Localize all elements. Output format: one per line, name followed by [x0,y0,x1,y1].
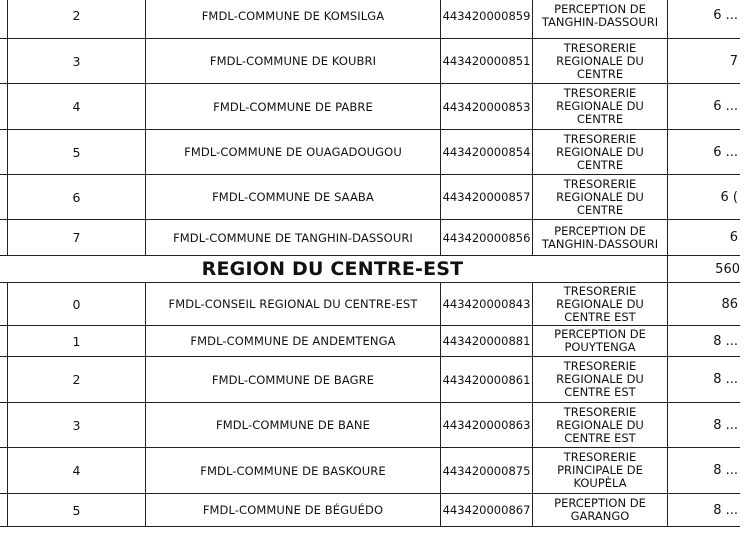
row-number: 4 [8,448,146,494]
bank-office: PERCEPTION DE GARANGO [533,494,668,527]
account-code: 443420000854 [441,130,533,175]
row-number: 1 [8,326,146,357]
account-code: 443420000843 [441,283,533,326]
beneficiary-name: FMDL-COMMUNE DE OUAGADOUGOU [146,130,441,175]
beneficiary-name: FMDL-CONSEIL REGIONAL DU CENTRE-EST [146,283,441,326]
row-number: 4 [8,84,146,130]
account-code: 443420000859 [441,0,533,39]
table-row [0,175,740,220]
row-number: 7 [8,220,146,256]
amount: 6 [668,220,741,256]
table-row [0,0,740,39]
bank-office: TRESORERIE REGIONALE DU CENTRE [533,130,668,175]
bank-office: TRESORERIE REGIONALE DU CENTRE EST [533,357,668,403]
beneficiary-name: FMDL-COMMUNE DE BASKOURE [146,448,441,494]
amount: 6 ... [668,130,741,175]
amount: 6 ... [668,84,741,130]
table-row [0,283,740,326]
account-code: 443420000875 [441,448,533,494]
amount: 8 ... [668,326,741,357]
beneficiary-name: FMDL-COMMUNE DE KOUBRI [146,39,441,84]
beneficiary-name: FMDL-COMMUNE DE SAABA [146,175,441,220]
bank-office: PERCEPTION DE TANGHIN-DASSOURI [533,220,668,256]
bank-office: TRESORERIE PRINCIPALE DE KOUPÈLA [533,448,668,494]
region-amount: 560 [668,256,741,283]
account-code: 443420000857 [441,175,533,220]
bank-office: TRESORERIE REGIONALE DU CENTRE EST [533,283,668,326]
beneficiary-name: FMDL-COMMUNE DE ANDEMTENGA [146,326,441,357]
bank-office: TRESORERIE REGIONALE DU CENTRE EST [533,403,668,448]
table-row [0,357,740,403]
beneficiary-name: FMDL-COMMUNE DE TANGHIN-DASSOURI [146,220,441,256]
account-code: 443420000856 [441,220,533,256]
amount: 86 [668,283,741,326]
beneficiary-name: FMDL-COMMUNE DE PABRE [146,84,441,130]
row-number: 5 [8,130,146,175]
bank-office: PERCEPTION DE POUYTENGA [533,326,668,357]
region-header-row [0,256,740,283]
beneficiary-name: FMDL-COMMUNE DE KOMSILGA [146,0,441,39]
row-number: 0 [8,283,146,326]
table-row [0,448,740,494]
bank-office: TRESORERIE REGIONALE DU CENTRE [533,39,668,84]
account-code: 443420000867 [441,494,533,527]
region-title: REGION DU CENTRE-EST [0,256,668,283]
table-row [0,220,740,256]
bank-office: TRESORERIE REGIONALE DU CENTRE [533,175,668,220]
row-number: 3 [8,39,146,84]
table-row [0,130,740,175]
amount: 6 ( [668,175,741,220]
beneficiary-name: FMDL-COMMUNE DE BANE [146,403,441,448]
account-code: 443420000863 [441,403,533,448]
account-code: 443420000851 [441,39,533,84]
amount: 6 ... [668,0,741,39]
table-row [0,326,740,357]
amount: 8 ... [668,448,741,494]
row-number: 2 [8,357,146,403]
account-code: 443420000861 [441,357,533,403]
amount: 8 ... [668,403,741,448]
table-row [0,84,740,130]
table-row [0,39,740,84]
amount: 8 ... [668,357,741,403]
beneficiary-name: FMDL-COMMUNE DE BÉGUÉDO [146,494,441,527]
table-row [0,494,740,527]
row-number: 5 [8,494,146,527]
row-number: 3 [8,403,146,448]
amount: 7 [668,39,741,84]
beneficiary-name: FMDL-COMMUNE DE BAGRE [146,357,441,403]
amount: 8 ... [668,494,741,527]
bank-office: TRESORERIE REGIONALE DU CENTRE [533,84,668,130]
bank-office: PERCEPTION DE TANGHIN-DASSOURI [533,0,668,39]
table-row [0,403,740,448]
account-code: 443420000881 [441,326,533,357]
row-number: 2 [8,0,146,39]
row-number: 6 [8,175,146,220]
account-code: 443420000853 [441,84,533,130]
